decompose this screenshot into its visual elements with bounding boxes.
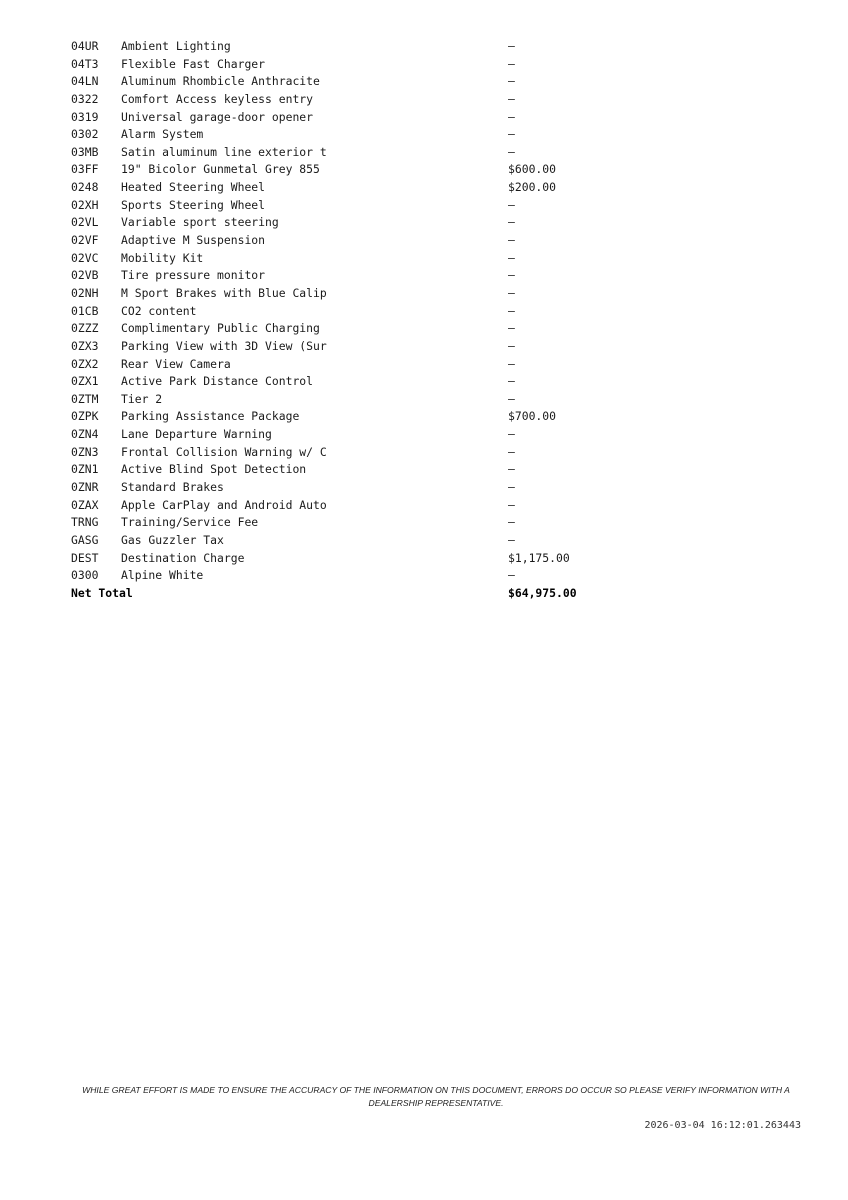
- option-code: 02VL: [71, 215, 99, 230]
- option-price: —: [508, 338, 515, 353]
- option-code: 0ZZZ: [71, 321, 99, 336]
- option-row: [71, 444, 631, 462]
- option-code: 04LN: [71, 74, 99, 89]
- option-description: Tire pressure monitor: [121, 268, 266, 283]
- option-price: —: [508, 233, 515, 248]
- option-price: —: [508, 285, 515, 300]
- option-code: DEST: [71, 550, 99, 565]
- option-code: TRNG: [71, 515, 99, 530]
- option-price: —: [508, 250, 515, 265]
- option-row: [71, 91, 631, 109]
- option-code: 0ZX1: [71, 374, 99, 389]
- option-description: M Sport Brakes with Blue Calip: [121, 285, 327, 300]
- option-code: 0302: [71, 127, 99, 142]
- option-price: $700.00: [508, 409, 557, 424]
- option-price: —: [508, 215, 515, 230]
- option-row: [71, 267, 631, 285]
- option-code: 02VB: [71, 268, 99, 283]
- option-row: [71, 497, 631, 515]
- option-description: Active Blind Spot Detection: [121, 462, 307, 477]
- options-table: [71, 38, 631, 603]
- option-row: [71, 161, 631, 179]
- option-description: Parking View with 3D View (Sur: [121, 338, 327, 353]
- option-row: [71, 320, 631, 338]
- option-description: Variable sport steering: [121, 215, 279, 230]
- option-row: [71, 408, 631, 426]
- option-code: 0ZNR: [71, 480, 99, 495]
- option-rows: [71, 38, 631, 585]
- option-row: [71, 232, 631, 250]
- option-row: [71, 73, 631, 91]
- option-price: —: [508, 74, 515, 89]
- option-price: $200.00: [508, 180, 557, 195]
- option-code: 0300: [71, 568, 99, 583]
- option-row: [71, 303, 631, 321]
- option-price: —: [508, 91, 515, 106]
- option-price: —: [508, 109, 515, 124]
- option-row: [71, 479, 631, 497]
- option-description: Lane Departure Warning: [121, 427, 272, 442]
- option-price: —: [508, 144, 515, 159]
- option-row: [71, 373, 631, 391]
- option-description: Heated Steering Wheel: [121, 180, 266, 195]
- option-code: 02VC: [71, 250, 99, 265]
- option-description: Flexible Fast Charger: [121, 56, 266, 71]
- option-description: Complimentary Public Charging: [121, 321, 320, 336]
- option-code: GASG: [71, 532, 99, 547]
- option-description: Parking Assistance Package: [121, 409, 300, 424]
- net-total-row: [71, 585, 631, 603]
- option-code: 0322: [71, 91, 99, 106]
- option-price: $1,175.00: [508, 550, 570, 565]
- option-price: —: [508, 56, 515, 71]
- option-code: 0ZN3: [71, 444, 99, 459]
- option-row: [71, 567, 631, 585]
- option-description: Sports Steering Wheel: [121, 197, 266, 212]
- option-description: Satin aluminum line exterior t: [121, 144, 327, 159]
- option-code: 0248: [71, 180, 99, 195]
- option-description: Tier 2: [121, 391, 163, 406]
- option-description: Active Park Distance Control: [121, 374, 314, 389]
- option-description: Standard Brakes: [121, 480, 224, 495]
- option-description: Training/Service Fee: [121, 515, 259, 530]
- option-code: 03MB: [71, 144, 99, 159]
- option-row: [71, 179, 631, 197]
- option-row: [71, 391, 631, 409]
- document-timestamp: 2026-03-04 16:12:01.263443: [644, 1120, 801, 1131]
- option-code: 04T3: [71, 56, 99, 71]
- option-description: CO2 content: [121, 303, 197, 318]
- option-price: —: [508, 532, 515, 547]
- disclaimer-text: WHILE GREAT EFFORT IS MADE TO ENSURE THE ACCURACY OF THE INFORMATION ON THIS DOCUMENT, ERRORS DO OCCUR SO PLEASE VERIFY INFORMATION WITH A DEALERSHIP REPRESENTATIVE.: [82, 1085, 790, 1108]
- option-price: —: [508, 515, 515, 530]
- option-description: Adaptive M Suspension: [121, 233, 266, 248]
- option-row: [71, 126, 631, 144]
- option-row: [71, 197, 631, 215]
- option-price: —: [508, 197, 515, 212]
- option-description: Aluminum Rhombicle Anthracite: [121, 74, 320, 89]
- option-description: Destination Charge: [121, 550, 245, 565]
- option-row: [71, 285, 631, 303]
- option-code: 02NH: [71, 285, 99, 300]
- net-total-label: Net Total: [71, 585, 133, 600]
- option-description: Alarm System: [121, 127, 204, 142]
- option-row: [71, 426, 631, 444]
- option-code: 02VF: [71, 233, 99, 248]
- option-description: Apple CarPlay and Android Auto: [121, 497, 327, 512]
- option-price: —: [508, 356, 515, 371]
- option-row: [71, 356, 631, 374]
- option-price: —: [508, 497, 515, 512]
- option-description: 19" Bicolor Gunmetal Grey 855: [121, 162, 320, 177]
- option-description: Ambient Lighting: [121, 39, 231, 53]
- option-row: [71, 56, 631, 74]
- option-description: Universal garage-door opener: [121, 109, 314, 124]
- option-code: 0ZN1: [71, 462, 99, 477]
- option-row: [71, 250, 631, 268]
- option-code: 02XH: [71, 197, 99, 212]
- option-price: —: [508, 303, 515, 318]
- option-row: [71, 38, 631, 56]
- option-description: Frontal Collision Warning w/ C: [121, 444, 327, 459]
- option-price: —: [508, 462, 515, 477]
- option-code: 0ZAX: [71, 497, 99, 512]
- option-description: Gas Guzzler Tax: [121, 532, 224, 547]
- option-code: 04UR: [71, 39, 99, 53]
- option-code: 01CB: [71, 303, 99, 318]
- option-price: —: [508, 268, 515, 283]
- option-row: [71, 214, 631, 232]
- option-price: —: [508, 391, 515, 406]
- option-row: [71, 550, 631, 568]
- option-price: $600.00: [508, 162, 557, 177]
- option-price: —: [508, 444, 515, 459]
- option-row: [71, 532, 631, 550]
- option-row: [71, 514, 631, 532]
- option-price: —: [508, 321, 515, 336]
- option-price: —: [508, 374, 515, 389]
- option-description: Alpine White: [121, 568, 204, 583]
- option-code: 0ZN4: [71, 427, 99, 442]
- option-price: —: [508, 427, 515, 442]
- option-code: 0319: [71, 109, 99, 124]
- option-price: —: [508, 480, 515, 495]
- option-description: Mobility Kit: [121, 250, 204, 265]
- option-code: 0ZX2: [71, 356, 99, 371]
- option-price: —: [508, 568, 515, 583]
- option-row: [71, 144, 631, 162]
- option-description: Rear View Camera: [121, 356, 231, 371]
- option-row: [71, 338, 631, 356]
- option-row: [71, 461, 631, 479]
- option-description: Comfort Access keyless entry: [121, 91, 314, 106]
- option-code: 0ZX3: [71, 338, 99, 353]
- option-code: 0ZTM: [71, 391, 99, 406]
- option-code: 03FF: [71, 162, 99, 177]
- option-code: 0ZPK: [71, 409, 99, 424]
- option-price: —: [508, 39, 515, 53]
- option-price: —: [508, 127, 515, 142]
- option-row: [71, 109, 631, 127]
- net-total-value: $64,975.00: [508, 585, 577, 600]
